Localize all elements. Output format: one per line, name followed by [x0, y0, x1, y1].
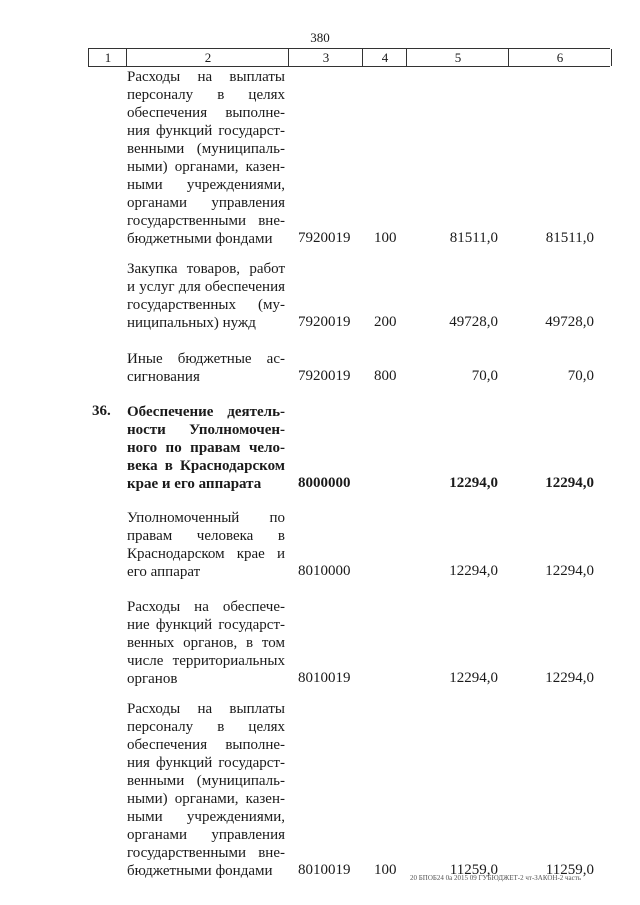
expense-type-code: 200 — [374, 314, 397, 330]
description-line: ными) органами, казен- — [127, 159, 285, 175]
description-line: ного по правам чело- — [127, 440, 285, 456]
amount-column-5: 11259,0 — [449, 862, 498, 878]
description-line: органами управления — [127, 195, 285, 211]
amount-column-6: 12294,0 — [545, 670, 594, 686]
amount-column-5: 70,0 — [471, 368, 498, 384]
description-line: Расходы на выплаты — [127, 701, 285, 717]
target-article-code: 8010000 — [298, 563, 351, 579]
description-line: ными учреждениями, — [127, 809, 285, 825]
description-line: ности Уполномочен- — [127, 422, 285, 438]
description-line: Иные бюджетные ас- — [127, 351, 285, 367]
description-line: венными (муниципаль- — [127, 773, 285, 789]
description-line: персоналу в целях — [127, 719, 285, 735]
description-line: государственных (му- — [127, 297, 285, 313]
description-line: Обеспечение деятель- — [127, 404, 285, 420]
description-line: Закупка товаров, работ — [127, 261, 285, 277]
amount-column-6: 12294,0 — [545, 475, 594, 491]
row-number: 36. — [92, 403, 111, 419]
row-description — [127, 403, 285, 493]
column-header-6: 6 — [508, 49, 612, 66]
description-line: Уполномоченный по — [127, 510, 285, 526]
footer-code: 20 БПОБ24 0а 2015 09 ГУБЮДЖЕТ-2 чт-ЗАКОН-2 часть — [410, 874, 582, 882]
description-line: Краснодарском крае и — [127, 546, 285, 562]
column-header-4: 4 — [362, 49, 407, 66]
description-line: крае и его аппарата — [127, 476, 262, 492]
target-article-code: 7920019 — [298, 230, 351, 246]
amount-column-6: 49728,0 — [545, 314, 594, 330]
description-line: государственными вне- — [127, 213, 285, 229]
description-line: персоналу в целях — [127, 87, 285, 103]
description-line: Расходы на выплаты — [127, 69, 285, 85]
row-description — [127, 598, 285, 688]
amount-column-5: 12294,0 — [449, 475, 498, 491]
column-header-row — [88, 48, 610, 67]
target-article-code: 8010019 — [298, 670, 351, 686]
description-line: органами управления — [127, 827, 285, 843]
amount-column-6: 12294,0 — [545, 563, 594, 579]
description-line: правам человека в — [127, 528, 285, 544]
description-line: его аппарат — [127, 564, 201, 580]
description-line: государственными вне- — [127, 845, 285, 861]
description-line: ными) органами, казен- — [127, 791, 285, 807]
description-line: века в Краснодарском — [127, 458, 285, 474]
description-line: бюджетными фондами — [127, 863, 273, 879]
row-description — [127, 260, 285, 332]
amount-column-5: 12294,0 — [449, 670, 498, 686]
description-line: ние функций государст- — [127, 617, 285, 633]
description-line: обеспечения выполне- — [127, 737, 285, 753]
column-header-5: 5 — [406, 49, 509, 66]
description-line: Расходы на обеспече- — [127, 599, 285, 615]
amount-column-6: 11259,0 — [545, 862, 594, 878]
row-description — [127, 509, 285, 581]
description-line: ниципальных) нужд — [127, 315, 256, 331]
amount-column-5: 81511,0 — [449, 230, 498, 246]
row-description — [127, 68, 285, 248]
amount-column-6: 70,0 — [567, 368, 594, 384]
description-line: ния функций государст- — [127, 123, 285, 139]
column-header-2: 2 — [126, 49, 289, 66]
column-header-3: 3 — [288, 49, 363, 66]
expense-type-code: 800 — [374, 368, 397, 384]
amount-column-5: 12294,0 — [449, 563, 498, 579]
amount-column-5: 49728,0 — [449, 314, 498, 330]
target-article-code: 8000000 — [298, 475, 351, 491]
target-article-code: 8010019 — [298, 862, 351, 878]
target-article-code: 7920019 — [298, 368, 351, 384]
target-article-code: 7920019 — [298, 314, 351, 330]
description-line: бюджетными фондами — [127, 231, 273, 247]
amount-column-6: 81511,0 — [545, 230, 594, 246]
expense-type-code: 100 — [374, 862, 397, 878]
page-number: 380 — [310, 30, 330, 45]
description-line: сигнования — [127, 369, 200, 385]
description-line: числе территориальных — [127, 653, 285, 669]
column-header-1: 1 — [88, 49, 127, 66]
description-line: органов — [127, 671, 178, 687]
row-description — [127, 700, 285, 880]
description-line: венных органов, в том — [127, 635, 285, 651]
description-line: и услуг для обеспечения — [127, 279, 285, 295]
expense-type-code: 100 — [374, 230, 397, 246]
description-line: ния функций государст- — [127, 755, 285, 771]
description-line: венными (муниципаль- — [127, 141, 285, 157]
description-line: обеспечения выполне- — [127, 105, 285, 121]
description-line: ными учреждениями, — [127, 177, 285, 193]
row-description — [127, 350, 285, 386]
